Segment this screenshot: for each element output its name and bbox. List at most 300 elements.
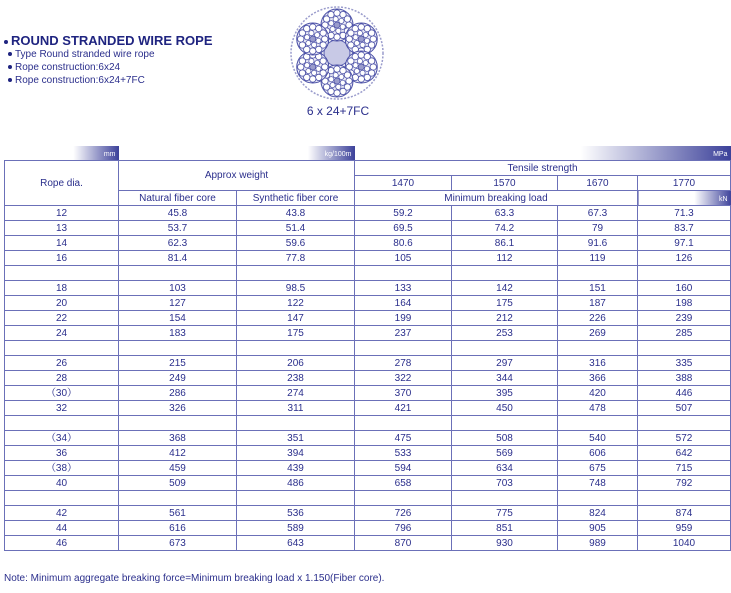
table-row [5,371,731,386]
natural-weight-cell: 326 [119,401,237,416]
rope-dia-cell: 28 [5,371,119,386]
load-1570-cell: 851 [452,521,558,536]
synthetic-weight-cell: 643 [237,536,355,551]
load-1670-cell: 79 [558,221,638,236]
spacer-cell [638,341,731,356]
load-1470-cell: 164 [355,296,452,311]
bullet-icon [8,78,12,82]
natural-weight-cell: 45.8 [119,206,237,221]
title-text: ROUND STRANDED WIRE ROPE [11,33,213,48]
synthetic-weight-cell: 77.8 [237,251,355,266]
natural-weight-cell: 249 [119,371,237,386]
load-1670-cell: 119 [558,251,638,266]
synthetic-weight-cell: 206 [237,356,355,371]
load-1470-cell: 658 [355,476,452,491]
load-1570-cell: 344 [452,371,558,386]
bullet-2 [4,61,213,74]
load-1570-cell: 142 [452,281,558,296]
wire-circle [368,30,374,36]
wire-circle [299,70,305,76]
wire-circle [344,72,350,78]
bullet-3-text: Rope construction:6x24+7FC [15,75,145,86]
load-1470-cell: 59.2 [355,206,452,221]
natural-weight-cell: 673 [119,536,237,551]
natural-weight-cell: 459 [119,461,237,476]
wire-circle [310,48,316,54]
wire-circle [363,60,368,65]
strand-core-circle [358,36,364,42]
header-block [4,34,213,87]
wire-circle [348,42,354,48]
load-1770-cell: 507 [638,401,731,416]
wire-circle [311,42,316,47]
wire-circle [328,11,334,17]
page-title [4,34,213,48]
synthetic-weight-cell: 394 [237,446,355,461]
table-row [5,506,731,521]
spacer-cell [638,491,731,506]
min-breaking-load-header: Minimum breaking load [355,191,638,206]
wire-circle [334,10,340,16]
load-1570-cell: 569 [452,446,558,461]
wire-circle [360,42,365,47]
load-1770-cell: 388 [638,371,731,386]
spacer-cell [5,416,119,431]
wire-circle [364,38,369,43]
load-1770-cell: 715 [638,461,731,476]
natural-weight-cell: 183 [119,326,237,341]
load-1570-cell: 74.2 [452,221,558,236]
table-row [5,251,731,266]
spacer-cell [5,341,119,356]
spacer-cell [558,341,638,356]
bullet-icon [8,65,12,69]
rope-dia-cell: 14 [5,236,119,251]
natural-weight-cell: 616 [119,521,237,536]
load-1770-cell: 1040 [638,536,731,551]
synthetic-weight-cell: 311 [237,401,355,416]
wire-circle [353,63,358,68]
natural-weight-cell: 62.3 [119,236,237,251]
wire-circle [304,25,310,31]
wire-circle [357,59,362,64]
synthetic-core-header: Synthetic fiber core [237,191,355,206]
rope-dia-cell: （34） [5,431,119,446]
synthetic-weight-cell: 51.4 [237,221,355,236]
wire-circle [336,28,341,33]
wire-circle [336,84,341,89]
load-1570-cell: 63.3 [452,206,558,221]
rope-dia-cell: 40 [5,476,119,491]
wire-circle [340,80,345,85]
rope-dia-cell: 16 [5,251,119,266]
rope-dia-cell: 42 [5,506,119,521]
approx-weight-header: Approx weight [119,161,355,191]
load-1670-cell: 316 [558,356,638,371]
load-1770-cell: 239 [638,311,731,326]
spacer-cell [119,341,237,356]
unit-bar-weight [237,146,355,161]
load-1570-cell: 508 [452,431,558,446]
rope-dia-cell: 18 [5,281,119,296]
synthetic-weight-cell: 536 [237,506,355,521]
load-1670-cell: 606 [558,446,638,461]
header-row-1 [5,161,731,176]
table-row [5,521,731,536]
bullet-1 [4,48,213,61]
load-1570-cell: 395 [452,386,558,401]
synthetic-weight-cell: 43.8 [237,206,355,221]
wire-circle [309,59,314,64]
load-1770-cell: 285 [638,326,731,341]
rope-dia-cell: （30） [5,386,119,401]
table-row [5,386,731,401]
wire-circle [329,21,334,26]
wire-circle [306,40,311,45]
wire-circle [358,76,364,82]
natural-weight-cell: 412 [119,446,237,461]
load-1470-cell: 69.5 [355,221,452,236]
synthetic-weight-cell: 274 [237,386,355,401]
grade-header: 1570 [452,176,558,191]
wire-circle [344,16,350,22]
load-1670-cell: 366 [558,371,638,386]
wire-circle [330,26,335,31]
synthetic-weight-cell: 439 [237,461,355,476]
unit-bar-strength [355,146,731,161]
load-1770-cell: 572 [638,431,731,446]
rope-dia-cell: 24 [5,326,119,341]
tensile-strength-header: Tensile strength [355,161,731,176]
spacer-row [5,266,731,281]
wire-circle [316,38,321,43]
wire-circle [358,52,364,58]
spacer-cell [119,416,237,431]
load-1670-cell: 269 [558,326,638,341]
table-row [5,236,731,251]
wire-circle [360,70,365,75]
unit-mpa: MPa [713,151,728,158]
load-1670-cell: 67.3 [558,206,638,221]
spacer-cell [237,491,355,506]
spacer-cell [452,341,558,356]
load-1570-cell: 297 [452,356,558,371]
rope-cross-section-diagram [289,5,385,101]
rope-dia-cell: 36 [5,446,119,461]
table-row [5,206,731,221]
wire-circle [334,34,340,40]
wire-circle [353,35,358,40]
load-1770-cell: 126 [638,251,731,266]
rope-dia-cell: 20 [5,296,119,311]
table-row [5,401,731,416]
natural-weight-cell: 509 [119,476,237,491]
spacer-cell [237,416,355,431]
wire-circle [364,66,369,71]
table-row [5,326,731,341]
wire-circle [346,36,352,42]
spacer-cell [452,416,558,431]
rope-dia-cell: 12 [5,206,119,221]
load-1470-cell: 133 [355,281,452,296]
load-1770-cell: 874 [638,506,731,521]
spacer-row [5,491,731,506]
load-1470-cell: 199 [355,311,452,326]
spacer-cell [638,416,731,431]
bullet-icon [4,40,8,44]
load-1670-cell: 91.6 [558,236,638,251]
wire-circle [306,68,311,73]
synthetic-weight-cell: 486 [237,476,355,491]
wire-circle [322,64,328,70]
load-1470-cell: 870 [355,536,452,551]
wire-circle [364,74,370,80]
wire-circle [352,53,358,59]
wire-circle [370,36,376,42]
load-1670-cell: 905 [558,521,638,536]
load-1470-cell: 237 [355,326,452,341]
synthetic-weight-cell: 147 [237,311,355,326]
load-1570-cell: 253 [452,326,558,341]
load-1570-cell: 930 [452,536,558,551]
blank-cell [119,146,237,161]
wire-circle [316,66,321,71]
grade-header: 1470 [355,176,452,191]
spacer-cell [452,491,558,506]
rope-dia-cell: （38） [5,461,119,476]
unit-mm: mm [103,151,116,158]
wire-circle [334,90,340,96]
load-1470-cell: 370 [355,386,452,401]
spacer-cell [638,266,731,281]
strand-core-circle [310,64,316,70]
synthetic-weight-cell: 98.5 [237,281,355,296]
load-1470-cell: 726 [355,506,452,521]
wire-circle [352,25,358,31]
wire-circle [333,17,338,22]
wire-circle [333,73,338,78]
wire-circle [316,46,322,52]
load-1670-cell: 748 [558,476,638,491]
load-1470-cell: 105 [355,251,452,266]
load-1470-cell: 322 [355,371,452,386]
synthetic-weight-cell: 589 [237,521,355,536]
natural-weight-cell: 368 [119,431,237,446]
load-1570-cell: 175 [452,296,558,311]
synthetic-weight-cell: 238 [237,371,355,386]
diagram-caption: 6 x 24+7FC [306,104,370,118]
footnote: Note: Minimum aggregate breaking force=Minimum breaking load x 1.150(Fiber core). [4,573,385,584]
natural-weight-cell: 127 [119,296,237,311]
load-1770-cell: 71.3 [638,206,731,221]
wire-circle [304,35,309,40]
spacer-cell [355,266,452,281]
natural-weight-cell: 103 [119,281,237,296]
load-1570-cell: 450 [452,401,558,416]
load-1470-cell: 533 [355,446,452,461]
wire-circle [354,68,359,73]
spacer-row [5,341,731,356]
load-1770-cell: 446 [638,386,731,401]
wire-circle [322,36,328,42]
load-1470-cell: 278 [355,356,452,371]
wire-circle [368,58,374,64]
spacer-cell [558,416,638,431]
table-row [5,536,731,551]
spacer-cell [452,266,558,281]
spacer-cell [558,491,638,506]
spacer-cell [5,266,119,281]
spacer-cell [355,491,452,506]
wire-circle [339,18,344,23]
load-1670-cell: 540 [558,431,638,446]
natural-weight-cell: 215 [119,356,237,371]
unit-bar-row [5,146,731,161]
spacer-cell [355,341,452,356]
load-1570-cell: 86.1 [452,236,558,251]
rope-spec-table [4,146,731,551]
unit-bar-dia [5,146,119,161]
wire-circle [329,77,334,82]
strand-core-circle [310,36,316,42]
load-1670-cell: 478 [558,401,638,416]
load-1770-cell: 160 [638,281,731,296]
synthetic-weight-cell: 122 [237,296,355,311]
table-row [5,431,731,446]
synthetic-weight-cell: 59.6 [237,236,355,251]
grade-header: 1670 [558,176,638,191]
load-1470-cell: 796 [355,521,452,536]
natural-weight-cell: 53.7 [119,221,237,236]
load-1670-cell: 675 [558,461,638,476]
load-1570-cell: 775 [452,506,558,521]
bullet-3 [4,74,213,87]
strand-core-circle [358,64,364,70]
wire-circle [354,40,359,45]
load-1770-cell: 97.1 [638,236,731,251]
wire-circle [346,78,352,84]
load-1670-cell: 187 [558,296,638,311]
rope-dia-cell: 44 [5,521,119,536]
load-1470-cell: 80.6 [355,236,452,251]
rope-dia-cell: 22 [5,311,119,326]
unit-kg100m: kg/100m [324,151,352,158]
spacer-cell [119,266,237,281]
load-1770-cell: 335 [638,356,731,371]
strand-core-circle [334,22,340,28]
wire-circle [340,24,345,29]
wire-circle [357,31,362,36]
load-1670-cell: 989 [558,536,638,551]
wire-circle [310,24,316,30]
table-row [5,221,731,236]
natural-weight-cell: 561 [119,506,237,521]
load-1670-cell: 420 [558,386,638,401]
wire-circle [358,24,364,30]
wire-circle [323,84,329,90]
wire-circle [311,70,316,75]
wire-circle [340,88,346,94]
rope-dia-cell: 46 [5,536,119,551]
wire-circle [363,32,368,37]
rope-dia-cell: 26 [5,356,119,371]
unit-kn: kN [718,196,728,203]
load-1770-cell: 792 [638,476,731,491]
natural-weight-cell: 154 [119,311,237,326]
wire-circle [316,74,322,80]
wire-circle [298,36,304,42]
load-1670-cell: 226 [558,311,638,326]
table-row [5,446,731,461]
wire-circle [320,58,326,64]
load-1770-cell: 198 [638,296,731,311]
synthetic-weight-cell: 351 [237,431,355,446]
rope-dia-cell: 32 [5,401,119,416]
bullet-1-text: Type Round stranded wire rope [15,49,155,60]
bullet-icon [8,52,12,56]
natural-weight-cell: 81.4 [119,251,237,266]
wire-circle [370,64,376,70]
rope-dia-header: Rope dia. [5,161,119,206]
load-1770-cell: 642 [638,446,731,461]
natural-weight-cell: 286 [119,386,237,401]
wire-circle [298,64,304,70]
natural-core-header: Natural fiber core [119,191,237,206]
table-row [5,311,731,326]
wire-circle [330,82,335,87]
spacer-row [5,416,731,431]
unit-bar-load [638,191,731,206]
wire-circle [320,30,326,36]
wire-circle [309,31,314,36]
spacer-cell [5,491,119,506]
table-row [5,281,731,296]
spacer-cell [237,341,355,356]
load-1670-cell: 151 [558,281,638,296]
table-row [5,461,731,476]
rope-dia-cell: 13 [5,221,119,236]
load-1770-cell: 959 [638,521,731,536]
wire-circle [299,42,305,48]
load-1770-cell: 83.7 [638,221,731,236]
wire-circle [310,76,316,82]
wire-circle [304,63,309,68]
load-1570-cell: 703 [452,476,558,491]
bullet-2-text: Rope construction:6x24 [15,62,121,73]
wire-circle [315,60,320,65]
grade-header: 1770 [638,176,731,191]
table-row [5,476,731,491]
spacer-cell [355,416,452,431]
wire-circle [315,32,320,37]
synthetic-weight-cell: 175 [237,326,355,341]
spacer-cell [558,266,638,281]
wire-circle [334,66,340,72]
load-1470-cell: 475 [355,431,452,446]
spacer-cell [119,491,237,506]
wire-circle [339,74,344,79]
spacer-cell [237,266,355,281]
load-1470-cell: 594 [355,461,452,476]
table-row [5,356,731,371]
load-1570-cell: 634 [452,461,558,476]
strand-core-circle [334,78,340,84]
load-1470-cell: 421 [355,401,452,416]
load-1670-cell: 824 [558,506,638,521]
table-row [5,296,731,311]
load-1570-cell: 212 [452,311,558,326]
load-1570-cell: 112 [452,251,558,266]
